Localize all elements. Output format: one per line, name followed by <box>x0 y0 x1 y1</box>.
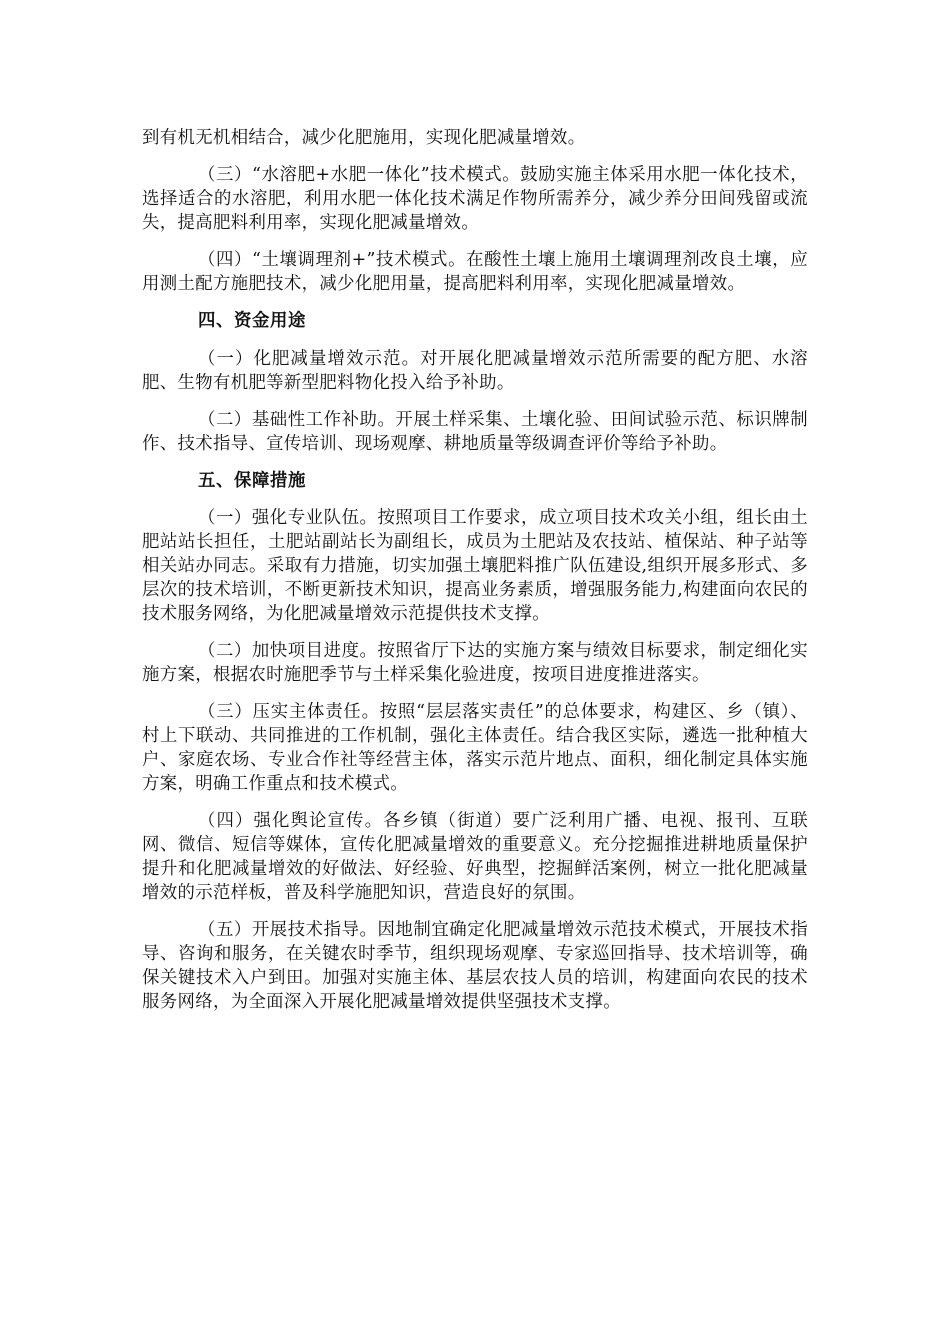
paragraph-speed-up-progress: （二）加快项目进度。按照省厅下达的实施方案与绩效目标要求，制定细化实施方案，根据农时施肥季节与土样采集化验进度，按项目进度推进落实。 <box>142 641 808 685</box>
paragraph-water-soluble-fertilizer-mode: （三）“水溶肥+水肥一体化”技术模式。鼓励实施主体采用水肥一体化技术，选择适合的水溶肥，利用水肥一体化技术满足作物所需养分，减少养分田间残留或流失，提高肥料利用率，实现化肥减量增效。 <box>142 165 808 233</box>
paragraph-technical-guidance: （五）开展技术指导。因地制宜确定化肥减量增效示范技术模式，开展技术指导、咨询和服务，在关键农时季节，组织现场观摩、专家巡回指导、技术培训等，确保关键技术入户到田。加强对实施主体、基层农技人员的培训，构建面向农民的技术服务网络，为全面深入开展化肥减量增效提供坚强技术支撑。 <box>142 920 808 1012</box>
paragraph-strengthen-team: （一）强化专业队伍。按照项目工作要求，成立项目技术攻关小组，组长由土肥站站长担任，土肥站副站长为副组长，成员为土肥站及农技站、植保站、种子站等相关站办同志。采取有力措施，切实加强土壤肥料推广队伍建设,组织开展多形式、多层次的技术培训，不断更新技术知识，提高业务素质，增强服务能力,构建面向农民的技术服务网络，为化肥减量增效示范提供技术支撑。 <box>142 508 808 624</box>
section-heading-fund-usage: 四、资金用途 <box>198 311 306 331</box>
paragraph-basic-work-subsidy: （二）基础性工作补助。开展土样采集、土壤化验、田间试验示范、标识牌制作、技术指导、宣传培训、现场观摩、耕地质量等级调查评价等给予补助。 <box>142 410 808 454</box>
section-heading-safeguard-measures: 五、保障措施 <box>198 471 306 491</box>
paragraph-continued: 到有机无机相结合，减少化肥施用，实现化肥减量增效。 <box>142 128 586 148</box>
paragraph-main-responsibility: （三）压实主体责任。按照“层层落实责任”的总体要求，构建区、乡（镇）、村上下联动、共同推进的工作机制，强化主体责任。结合我区实际，遴选一批种植大户、家庭农场、专业合作社等经营主体，落实示范片地点、面积，细化制定具体实施方案，明确工作重点和技术模式。 <box>142 702 808 794</box>
document-body <box>142 126 808 1027</box>
paragraph-publicity: （四）强化舆论宣传。各乡镇（街道）要广泛利用广播、电视、报刊、互联网、微信、短信等媒体，宣传化肥减量增效的重要意义。充分挖掘推进耕地质量保护提升和化肥减量增效的好做法、好经验、好典型，挖掘鲜活案例，树立一批化肥减量增效的示范样板，普及科学施肥知识，营造良好的氛围。 <box>142 811 808 903</box>
paragraph-fertilizer-demo-subsidy: （一）化肥减量增效示范。对开展化肥减量增效示范所需要的配方肥、水溶肥、生物有机肥等新型肥料物化投入给予补助。 <box>142 349 808 393</box>
paragraph-soil-conditioner-mode: （四）“土壤调理剂+”技术模式。在酸性土壤上施用土壤调理剂改良土壤，应用测土配方施肥技术，减少化肥用量，提高肥料利用率，实现化肥减量增效。 <box>142 250 808 294</box>
